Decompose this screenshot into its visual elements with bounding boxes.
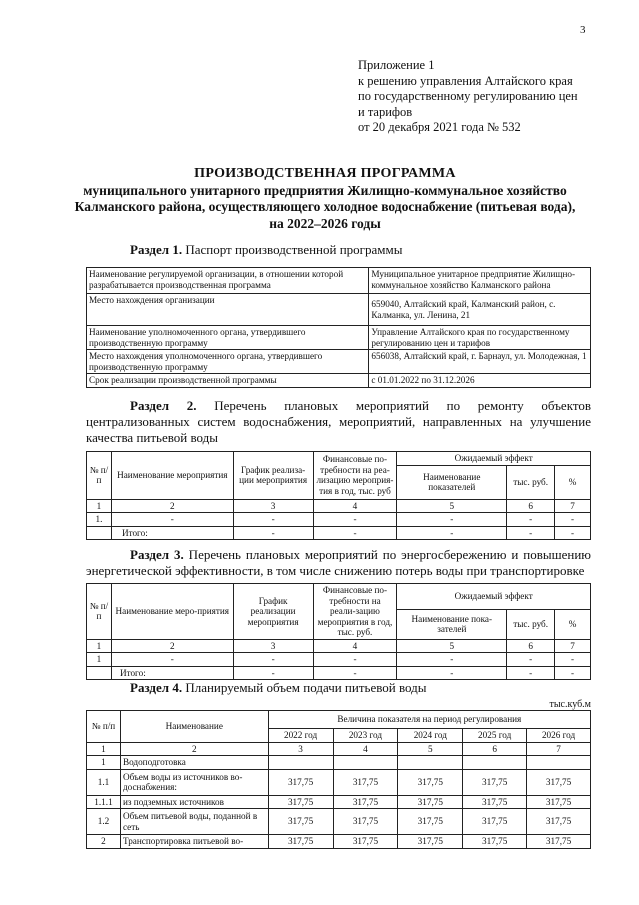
table-row xyxy=(87,795,591,809)
table-cell: Объем питьевой воды, поданной в сеть xyxy=(120,809,268,835)
header-year: 2025 год xyxy=(463,729,527,743)
table-cell: - xyxy=(313,513,397,527)
table-cell: - xyxy=(233,666,313,680)
table-cell: Срок реализации производственной программы xyxy=(87,374,369,388)
table-cell: 2 xyxy=(111,639,233,653)
table-header-row xyxy=(87,584,591,610)
header-year: 2023 год xyxy=(333,729,398,743)
table-cell: - xyxy=(507,513,555,527)
table-cell: 1. xyxy=(87,513,112,527)
table-cell: 317,75 xyxy=(333,769,398,795)
table-total-row xyxy=(87,526,591,540)
header-effect: Ожидаемый эффект xyxy=(397,452,591,466)
header-pct: % xyxy=(555,465,591,499)
title-line: муниципального унитарного предприятия Жилищно-коммунальное хозяйство xyxy=(83,182,567,198)
table-row xyxy=(87,835,591,849)
table-cell: - xyxy=(507,666,555,680)
table-cell xyxy=(333,756,398,770)
header-finance: Финансовые по-требности на реали-зацию мероприятия в год, тыс. руб. xyxy=(313,584,397,640)
table-cell: 4 xyxy=(333,742,398,756)
table-cell: Итого: xyxy=(111,666,233,680)
table-cell: 659040, Алтайский край, Калманский район, с. Калманка, ул. Ленина, 21 xyxy=(369,294,591,326)
appendix-line: Приложение 1 xyxy=(358,58,435,72)
table-cell: 1 xyxy=(87,756,121,770)
header-name: Наименование меро-приятия xyxy=(111,584,233,640)
table-row xyxy=(87,756,591,770)
table-cell: Место нахождения уполномоченного органа, утвердившего производственную программу xyxy=(87,350,369,374)
appendix-line: от 20 декабря 2021 года № 532 xyxy=(358,120,521,134)
header-period: Величина показателя на период регулирования xyxy=(268,711,590,729)
table-row xyxy=(87,374,591,388)
table-cell: 317,75 xyxy=(527,769,591,795)
table-cell: - xyxy=(397,513,507,527)
table-cell: - xyxy=(555,513,591,527)
section2-heading xyxy=(86,398,591,446)
header-num: № п/п xyxy=(87,452,112,500)
table-cell: - xyxy=(313,526,397,540)
table-cell: Транспортировка питьевой во- xyxy=(120,835,268,849)
table-cell: - xyxy=(233,513,313,527)
table-cell xyxy=(268,756,333,770)
table-cell: - xyxy=(555,653,591,667)
table-cell: с 01.01.2022 по 31.12.2026 xyxy=(369,374,591,388)
table-cell: 5 xyxy=(397,499,507,513)
table-cell: 5 xyxy=(397,639,507,653)
table-cell: 317,75 xyxy=(333,809,398,835)
document-title xyxy=(60,166,590,232)
table-cell: 317,75 xyxy=(527,835,591,849)
table-cell: 317,75 xyxy=(333,795,398,809)
table-cell: из подземных источников xyxy=(120,795,268,809)
table-cell: 3 xyxy=(233,499,313,513)
table-cell: - xyxy=(397,526,507,540)
header-effect: Ожидаемый эффект xyxy=(397,584,591,610)
table-cell: 6 xyxy=(463,742,527,756)
table-header-row xyxy=(87,711,591,729)
table-cell: 1.2 xyxy=(87,809,121,835)
table-cell: 1 xyxy=(87,653,112,667)
table-cell: - xyxy=(233,653,313,667)
table-cell: 5 xyxy=(398,742,463,756)
table-cell: 7 xyxy=(555,639,591,653)
header-year: 2024 год xyxy=(398,729,463,743)
table-cell: 317,75 xyxy=(398,809,463,835)
table-cell: 317,75 xyxy=(398,769,463,795)
table-cell: - xyxy=(111,653,233,667)
section1-text: Паспорт производственной программы xyxy=(182,242,403,257)
table-row xyxy=(87,294,591,326)
passport-table xyxy=(86,267,591,388)
table-cell: 317,75 xyxy=(463,769,527,795)
section3-text: Перечень плановых мероприятий по энергосбережению и повышению энергетической эффективности, в том числе снижению потерь воды при транспортировке xyxy=(86,547,591,578)
table-cell: 2 xyxy=(111,499,233,513)
repair-measures-table xyxy=(86,451,591,540)
header-pct: % xyxy=(555,609,591,639)
table-cell: 3 xyxy=(268,742,333,756)
table-cell: 4 xyxy=(313,499,397,513)
appendix-line: к решению управления Алтайского края xyxy=(358,73,573,88)
table-row xyxy=(87,742,591,756)
table-cell: 317,75 xyxy=(398,835,463,849)
table-cell: Управление Алтайского края по государственному регулированию цен и тарифов xyxy=(369,326,591,350)
table-cell: 4 xyxy=(313,639,397,653)
section4-heading xyxy=(130,680,427,696)
header-rub: тыс. руб. xyxy=(507,609,555,639)
table-row xyxy=(87,268,591,294)
appendix-block xyxy=(358,58,578,136)
table-cell: 6 xyxy=(507,499,555,513)
header-num: № п/п xyxy=(87,711,121,743)
header-name: Наименование xyxy=(120,711,268,743)
table-total-row xyxy=(87,666,591,680)
unit-label: тыс.куб.м xyxy=(549,699,591,710)
header-indicator: Наименование показателей xyxy=(397,465,507,499)
table-cell: 1 xyxy=(87,742,121,756)
table-cell: Наименование регулируемой организации, в отношении которой разрабатывается производственная программа xyxy=(87,268,369,294)
table-cell xyxy=(87,666,112,680)
header-rub: тыс. руб. xyxy=(507,465,555,499)
title-line: Калманского района, осуществляющего холодное водоснабжение (питьевая вода), xyxy=(74,199,576,214)
table-cell: Наименование уполномоченного органа, утвердившего производственную программу xyxy=(87,326,369,350)
table-row xyxy=(87,350,591,374)
table-cell: 317,75 xyxy=(527,795,591,809)
table-cell: 317,75 xyxy=(463,809,527,835)
table-row xyxy=(87,639,591,653)
table-row xyxy=(87,326,591,350)
table-cell: Место нахождения организации xyxy=(87,294,369,326)
table-cell: - xyxy=(555,666,591,680)
section2-label: Раздел 2. xyxy=(130,398,197,413)
title-line: ПРОИЗВОДСТВЕННАЯ ПРОГРАММА xyxy=(194,166,456,181)
table-cell: 656038, Алтайский край, г. Барнаул, ул. Молодежная, 1 xyxy=(369,350,591,374)
appendix-line: по государственному регулированию цен xyxy=(358,89,578,103)
table-cell: 317,75 xyxy=(268,835,333,849)
table-cell: - xyxy=(397,653,507,667)
table-cell xyxy=(463,756,527,770)
header-finance: Финансовые по-требности на реа-лизацию мероприя-тия в год, тыс. руб xyxy=(313,452,397,500)
section4-text: Планируемый объем подачи питьевой воды xyxy=(182,680,427,695)
table-cell: - xyxy=(313,653,397,667)
table-header-row xyxy=(87,452,591,466)
table-cell: - xyxy=(111,513,233,527)
table-cell: Водоподготовка xyxy=(120,756,268,770)
table-cell: - xyxy=(397,666,507,680)
energy-saving-table xyxy=(86,583,591,680)
table-row xyxy=(87,499,591,513)
table-cell: 6 xyxy=(507,639,555,653)
table-cell: 7 xyxy=(527,742,591,756)
header-schedule: График реализации мероприятия xyxy=(233,584,313,640)
appendix-line: и тарифов xyxy=(358,104,413,119)
table-cell: 317,75 xyxy=(463,835,527,849)
header-indicator: Наименование пока-зателей xyxy=(397,609,507,639)
table-cell: Итого: xyxy=(111,526,233,540)
table-cell: 317,75 xyxy=(268,795,333,809)
header-year: 2022 год xyxy=(268,729,333,743)
title-line: на 2022–2026 годы xyxy=(269,215,381,231)
table-cell: Объем воды из источников во-доснабжения: xyxy=(120,769,268,795)
table-cell xyxy=(87,526,112,540)
table-cell: - xyxy=(507,653,555,667)
table-cell: - xyxy=(555,526,591,540)
table-cell: - xyxy=(507,526,555,540)
water-supply-volume-table xyxy=(86,710,591,849)
table-cell xyxy=(527,756,591,770)
table-cell: 317,75 xyxy=(463,795,527,809)
header-schedule: График реализа-ции мероприятия xyxy=(233,452,313,500)
table-row xyxy=(87,513,591,527)
header-num: № п/п xyxy=(87,584,112,640)
table-cell: 317,75 xyxy=(398,795,463,809)
table-cell: 1.1.1 xyxy=(87,795,121,809)
table-cell: 2 xyxy=(87,835,121,849)
table-cell: - xyxy=(313,666,397,680)
table-cell: 1 xyxy=(87,639,112,653)
section3-heading xyxy=(86,547,591,579)
table-cell: 2 xyxy=(120,742,268,756)
table-row xyxy=(87,809,591,835)
table-cell: 1 xyxy=(87,499,112,513)
table-cell: 7 xyxy=(555,499,591,513)
section1-label: Раздел 1. xyxy=(130,242,183,257)
section2-text: Перечень плановых мероприятий по ремонту объектов централизованных систем водоснабжения, мероприятий, направленных на улучшение качества питьевой воды xyxy=(86,398,591,445)
header-year: 2026 год xyxy=(527,729,591,743)
section3-label: Раздел 3. xyxy=(130,547,184,562)
table-row xyxy=(87,769,591,795)
table-row xyxy=(87,653,591,667)
table-cell xyxy=(398,756,463,770)
header-name: Наименование мероприятия xyxy=(111,452,233,500)
page-number: 3 xyxy=(580,24,586,36)
table-cell: - xyxy=(233,526,313,540)
table-cell: 317,75 xyxy=(268,769,333,795)
table-cell: 3 xyxy=(233,639,313,653)
table-cell: 317,75 xyxy=(527,809,591,835)
table-cell: Муниципальное унитарное предприятие Жилищно-коммунальное хозяйство Калманского района xyxy=(369,268,591,294)
section4-label: Раздел 4. xyxy=(130,680,183,695)
table-cell: 317,75 xyxy=(333,835,398,849)
section1-heading xyxy=(130,242,402,258)
table-cell: 1.1 xyxy=(87,769,121,795)
table-cell: 317,75 xyxy=(268,809,333,835)
